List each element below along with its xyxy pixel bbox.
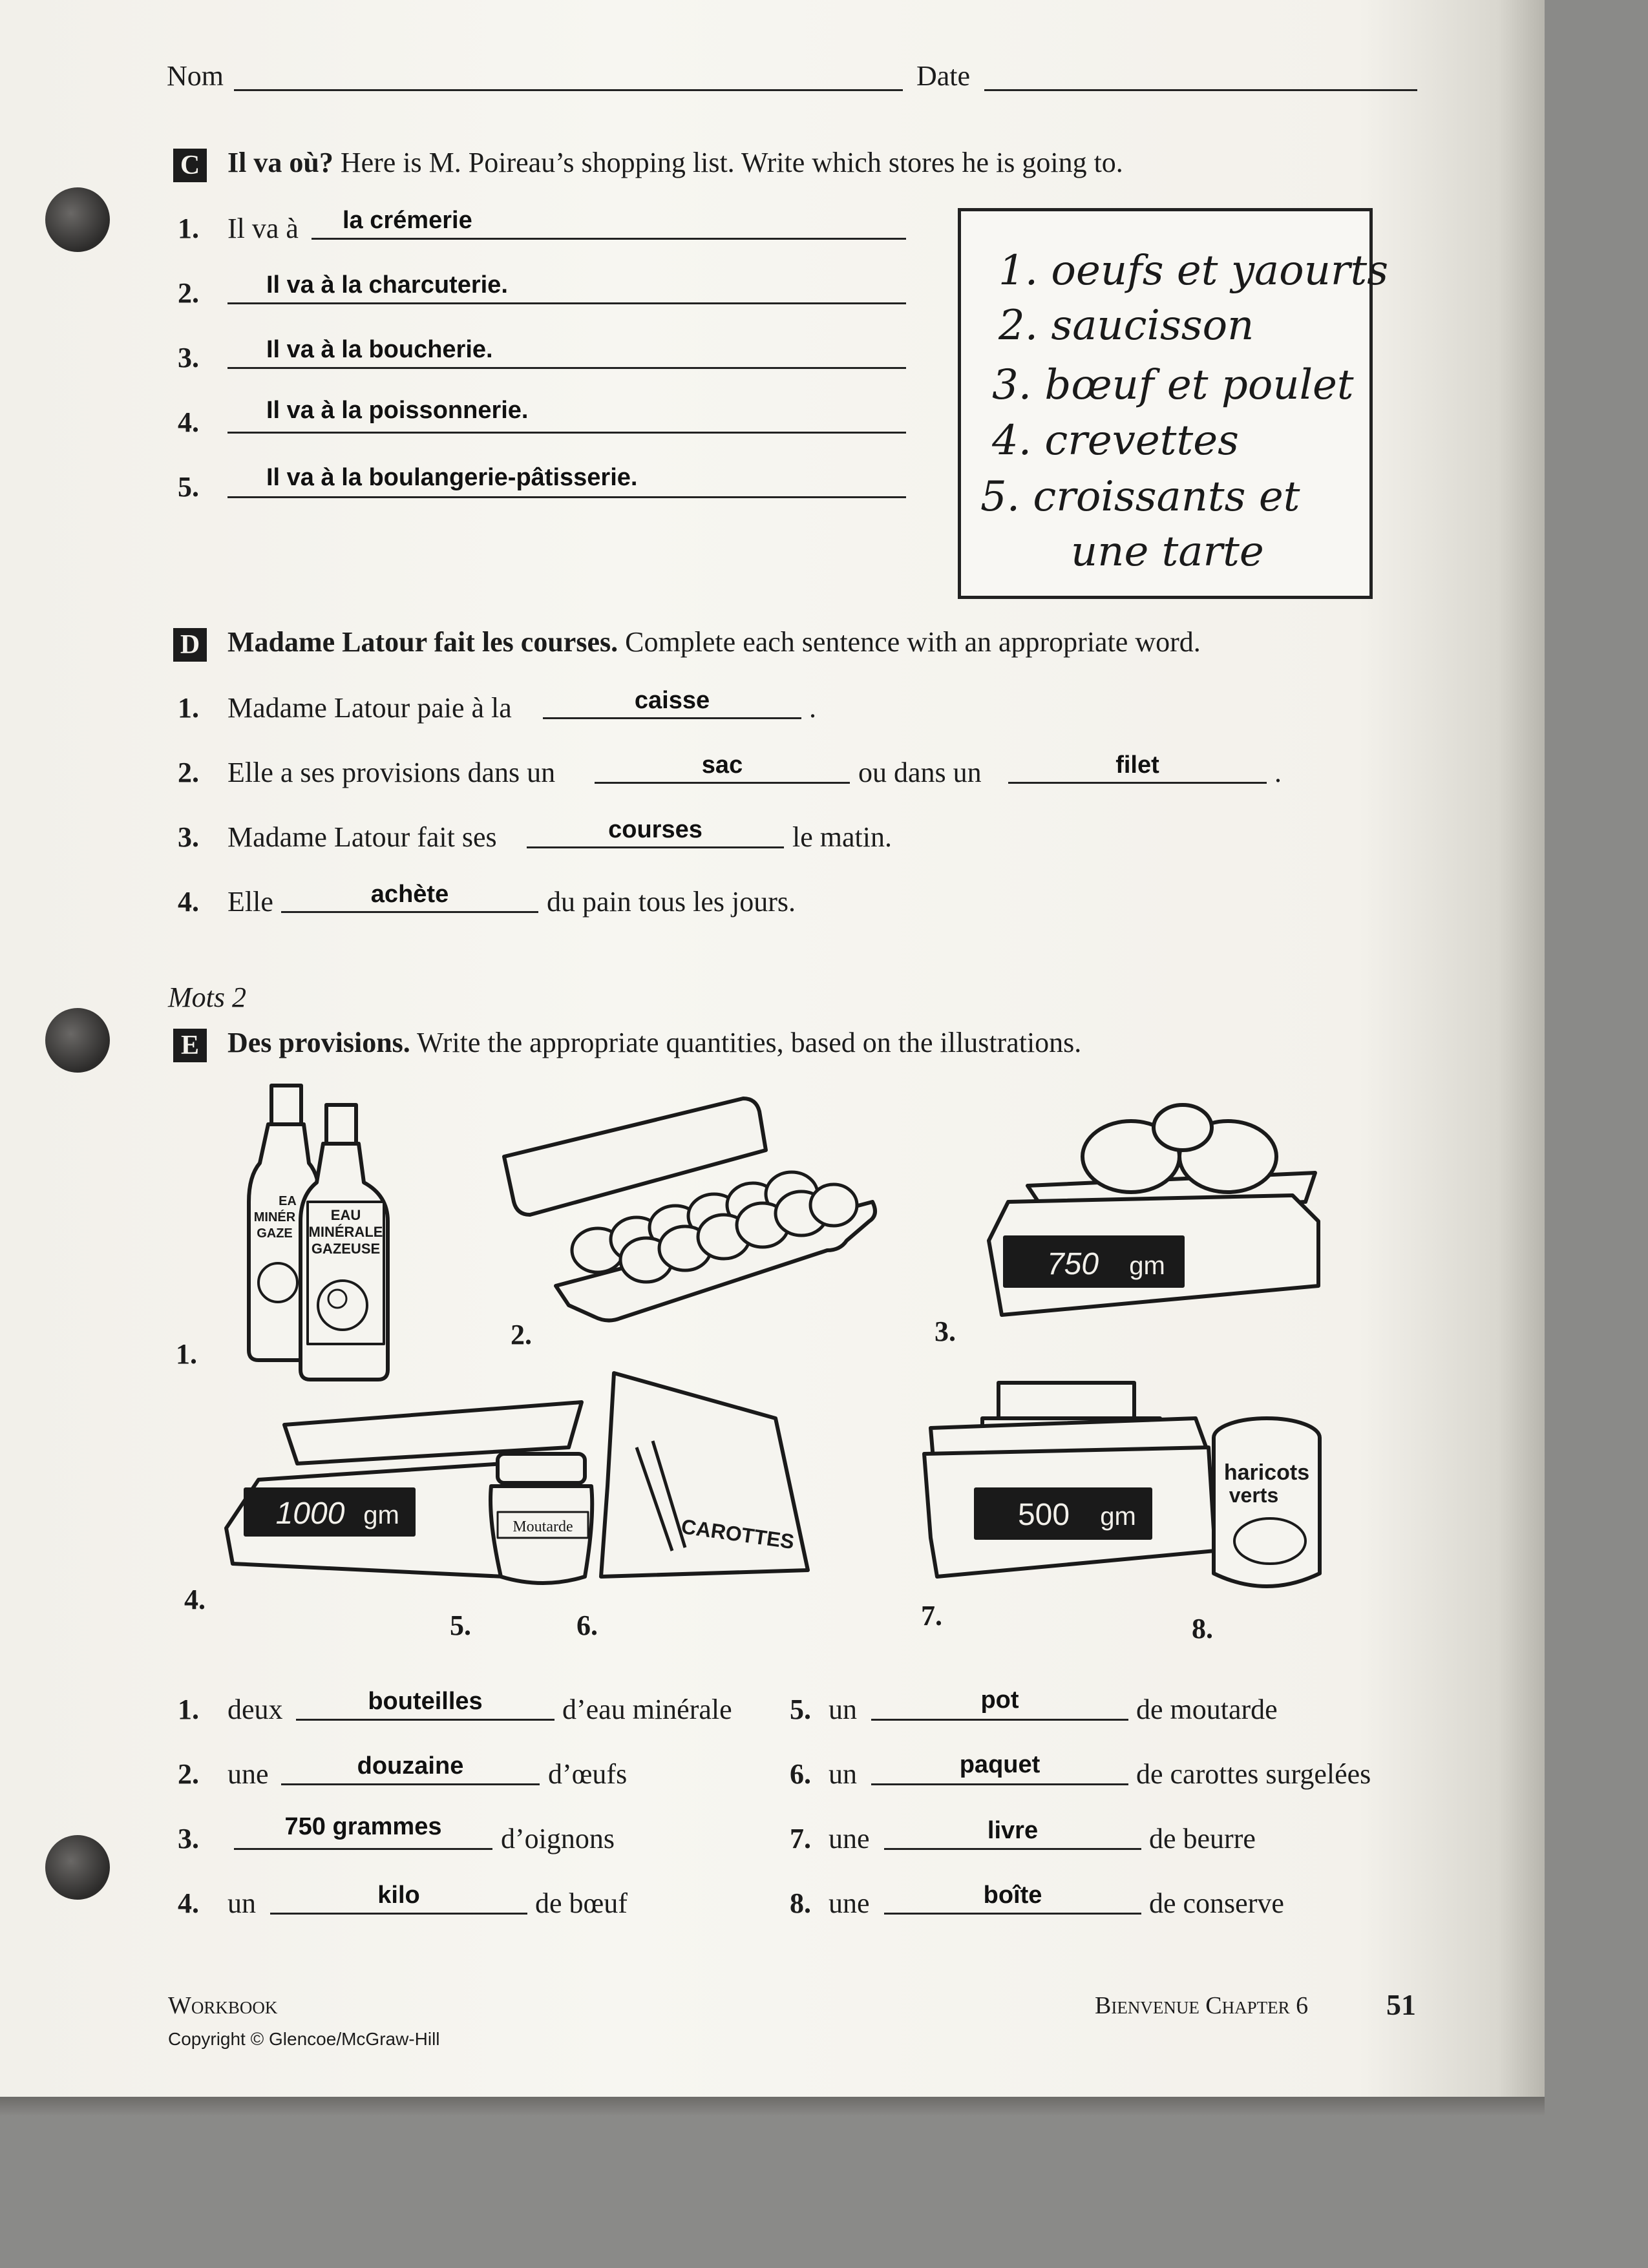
d-item-number: 2. [178, 757, 199, 788]
footer-copyright: Copyright © Glencoe/McGraw-Hill [168, 2029, 440, 2049]
section-c-title: Il va où? [227, 147, 333, 178]
c-answer: Il va à la boucherie. [266, 336, 493, 363]
scale-unit: gm [363, 1501, 399, 1529]
d-answer: courses [608, 816, 703, 843]
e-item-before: un [227, 1887, 256, 1919]
bottle-text: MINÉRALE [308, 1224, 383, 1240]
section-e-title: Des provisions. [227, 1027, 410, 1058]
section-d-instruction: Complete each sentence with an appropriate word. [618, 626, 1201, 658]
d-item-middle: ou dans un [858, 757, 982, 788]
shopping-list-item: 4. crevettes [992, 417, 1239, 465]
scale-unit: gm [1129, 1252, 1165, 1280]
e-item-after: de carottes surgelées [1136, 1758, 1371, 1790]
d-item-before: Elle a ses provisions dans un [227, 757, 556, 788]
d-item-after: . [809, 692, 816, 724]
page-shadow [0, 2097, 1545, 2116]
e-item-before: un [829, 1758, 857, 1790]
c-item-number: 2. [178, 277, 199, 309]
illustration-number: 6. [576, 1610, 598, 1641]
e-item-after: de bœuf [535, 1887, 628, 1919]
e-item-after: de moutarde [1136, 1694, 1278, 1725]
e-item-number: 1. [178, 1694, 199, 1725]
e-answer-line[interactable] [296, 1719, 555, 1721]
section-d-title: Madame Latour fait les courses. [227, 626, 618, 658]
e-item-number: 7. [790, 1823, 811, 1854]
scale-onions-illustration [989, 1105, 1318, 1315]
section-badge-d: D [173, 628, 207, 662]
e-item-number: 3. [178, 1823, 199, 1854]
e-item-after: d’eau minérale [562, 1694, 732, 1725]
c-item-number: 5. [178, 471, 199, 503]
e-answer: douzaine [357, 1752, 464, 1780]
e-item-after: d’œufs [548, 1758, 628, 1790]
scale-unit: gm [1100, 1502, 1136, 1531]
illustration-number: 3. [935, 1316, 956, 1347]
e-item-before: une [829, 1887, 870, 1919]
date-label: Date [916, 60, 971, 92]
section-c-instruction: Here is M. Poireau’s shopping list. Write which stores he is going to. [333, 147, 1123, 178]
c-item-number: 3. [178, 342, 199, 373]
nom-label: Nom [167, 60, 224, 92]
d-answer: filet [1115, 751, 1159, 779]
e-item-number: 4. [178, 1887, 199, 1919]
scale-readout: 1000 [275, 1496, 345, 1531]
footer-workbook: Workbook [168, 1992, 278, 2019]
d-answer: sac [701, 751, 743, 779]
d-answer: achète [370, 881, 449, 908]
c-answer: Il va à la poissonnerie. [266, 397, 529, 424]
d-item-number: 3. [178, 821, 199, 853]
e-answer: boîte [983, 1882, 1042, 1909]
c-item-number: 4. [178, 406, 199, 438]
egg-carton-illustration [504, 1098, 875, 1321]
section-badge-c: C [173, 149, 207, 182]
illustration-number: 2. [511, 1319, 532, 1350]
e-answer: paquet [959, 1751, 1041, 1778]
bottle-text: GAZEUSE [311, 1241, 381, 1257]
bottle-text: EA [279, 1194, 297, 1208]
scale-readout: 750 [1046, 1247, 1099, 1281]
d-item-after: du pain tous les jours. [547, 886, 796, 918]
d-item-before: Elle [227, 886, 273, 918]
e-answer-line[interactable] [281, 1783, 540, 1785]
d-item-after: . [1274, 757, 1282, 788]
d-item-after: le matin. [792, 821, 892, 853]
can-label: haricots [1223, 1460, 1310, 1485]
illustration-number: 5. [450, 1610, 471, 1641]
c-item1-prefix: Il va à [227, 213, 299, 244]
e-answer-line[interactable] [234, 1848, 492, 1850]
illustration-number: 1. [176, 1338, 197, 1370]
e-answer: bouteilles [368, 1688, 483, 1715]
bottle-text: GAZE [257, 1226, 293, 1241]
e-item-number: 2. [178, 1758, 199, 1790]
illustration-number: 4. [184, 1584, 206, 1615]
e-item-number: 8. [790, 1887, 811, 1919]
e-answer-line[interactable] [270, 1913, 527, 1915]
d-item-before: Madame Latour paie à la [227, 692, 512, 724]
e-answer: pot [980, 1686, 1019, 1714]
shopping-list-item: 3. bœuf et poulet [992, 361, 1354, 409]
e-answer: 750 grammes [284, 1813, 442, 1840]
e-item-after: de beurre [1149, 1823, 1256, 1854]
can-label: verts [1229, 1484, 1279, 1507]
bottle-text: MINÉR [253, 1210, 296, 1224]
footer-chapter: Bienvenue Chapter 6 [1095, 1992, 1309, 2019]
shopping-list-item: 1. oeufs et yaourts [998, 247, 1389, 295]
d-answer: caisse [634, 687, 710, 714]
e-answer-line[interactable] [871, 1783, 1128, 1785]
section-e-instruction: Write the appropriate quantities, based on the illustrations. [410, 1027, 1082, 1058]
scale-butter-illustration [924, 1383, 1215, 1577]
c-answer: Il va à la boulangerie-pâtisserie. [266, 464, 638, 491]
c-answer: la crémerie [343, 207, 472, 234]
e-item-before: deux [227, 1694, 283, 1725]
binder-hole [45, 1835, 110, 1900]
e-item-before: une [829, 1823, 870, 1854]
e-item-before: une [227, 1758, 269, 1790]
section-badge-e: E [173, 1029, 207, 1062]
e-item-number: 5. [790, 1694, 811, 1725]
e-item-after: d’oignons [501, 1823, 615, 1854]
e-item-before: un [829, 1694, 857, 1725]
illustration-number: 8. [1192, 1613, 1213, 1644]
shopping-list-item: une tarte [1071, 528, 1264, 576]
carottes-label: CAROTTES [679, 1515, 796, 1554]
e-answer-line[interactable] [884, 1848, 1141, 1850]
scale-readout: 500 [1017, 1498, 1070, 1532]
e-answer-line[interactable] [871, 1719, 1128, 1721]
e-answer: kilo [377, 1882, 420, 1909]
bottle-text: EAU [330, 1207, 361, 1223]
e-answer-line[interactable] [884, 1913, 1141, 1915]
shopping-list-item: 5. croissants et [980, 473, 1300, 521]
shopping-list-item: 2. saucisson [998, 302, 1254, 350]
c-answer: Il va à la charcuterie. [266, 271, 508, 299]
c-item-number: 1. [178, 213, 199, 244]
d-item-number: 4. [178, 886, 199, 918]
e-item-after: de conserve [1149, 1887, 1284, 1919]
d-item-before: Madame Latour fait ses [227, 821, 497, 853]
e-item-number: 6. [790, 1758, 811, 1790]
page-number: 51 [1386, 1988, 1416, 2021]
e-answer: livre [987, 1817, 1039, 1844]
mots-heading: Mots 2 [168, 982, 246, 1013]
d-item-number: 1. [178, 692, 199, 724]
moutarde-label: Moutarde [512, 1518, 573, 1535]
illustration-number: 7. [921, 1600, 942, 1632]
